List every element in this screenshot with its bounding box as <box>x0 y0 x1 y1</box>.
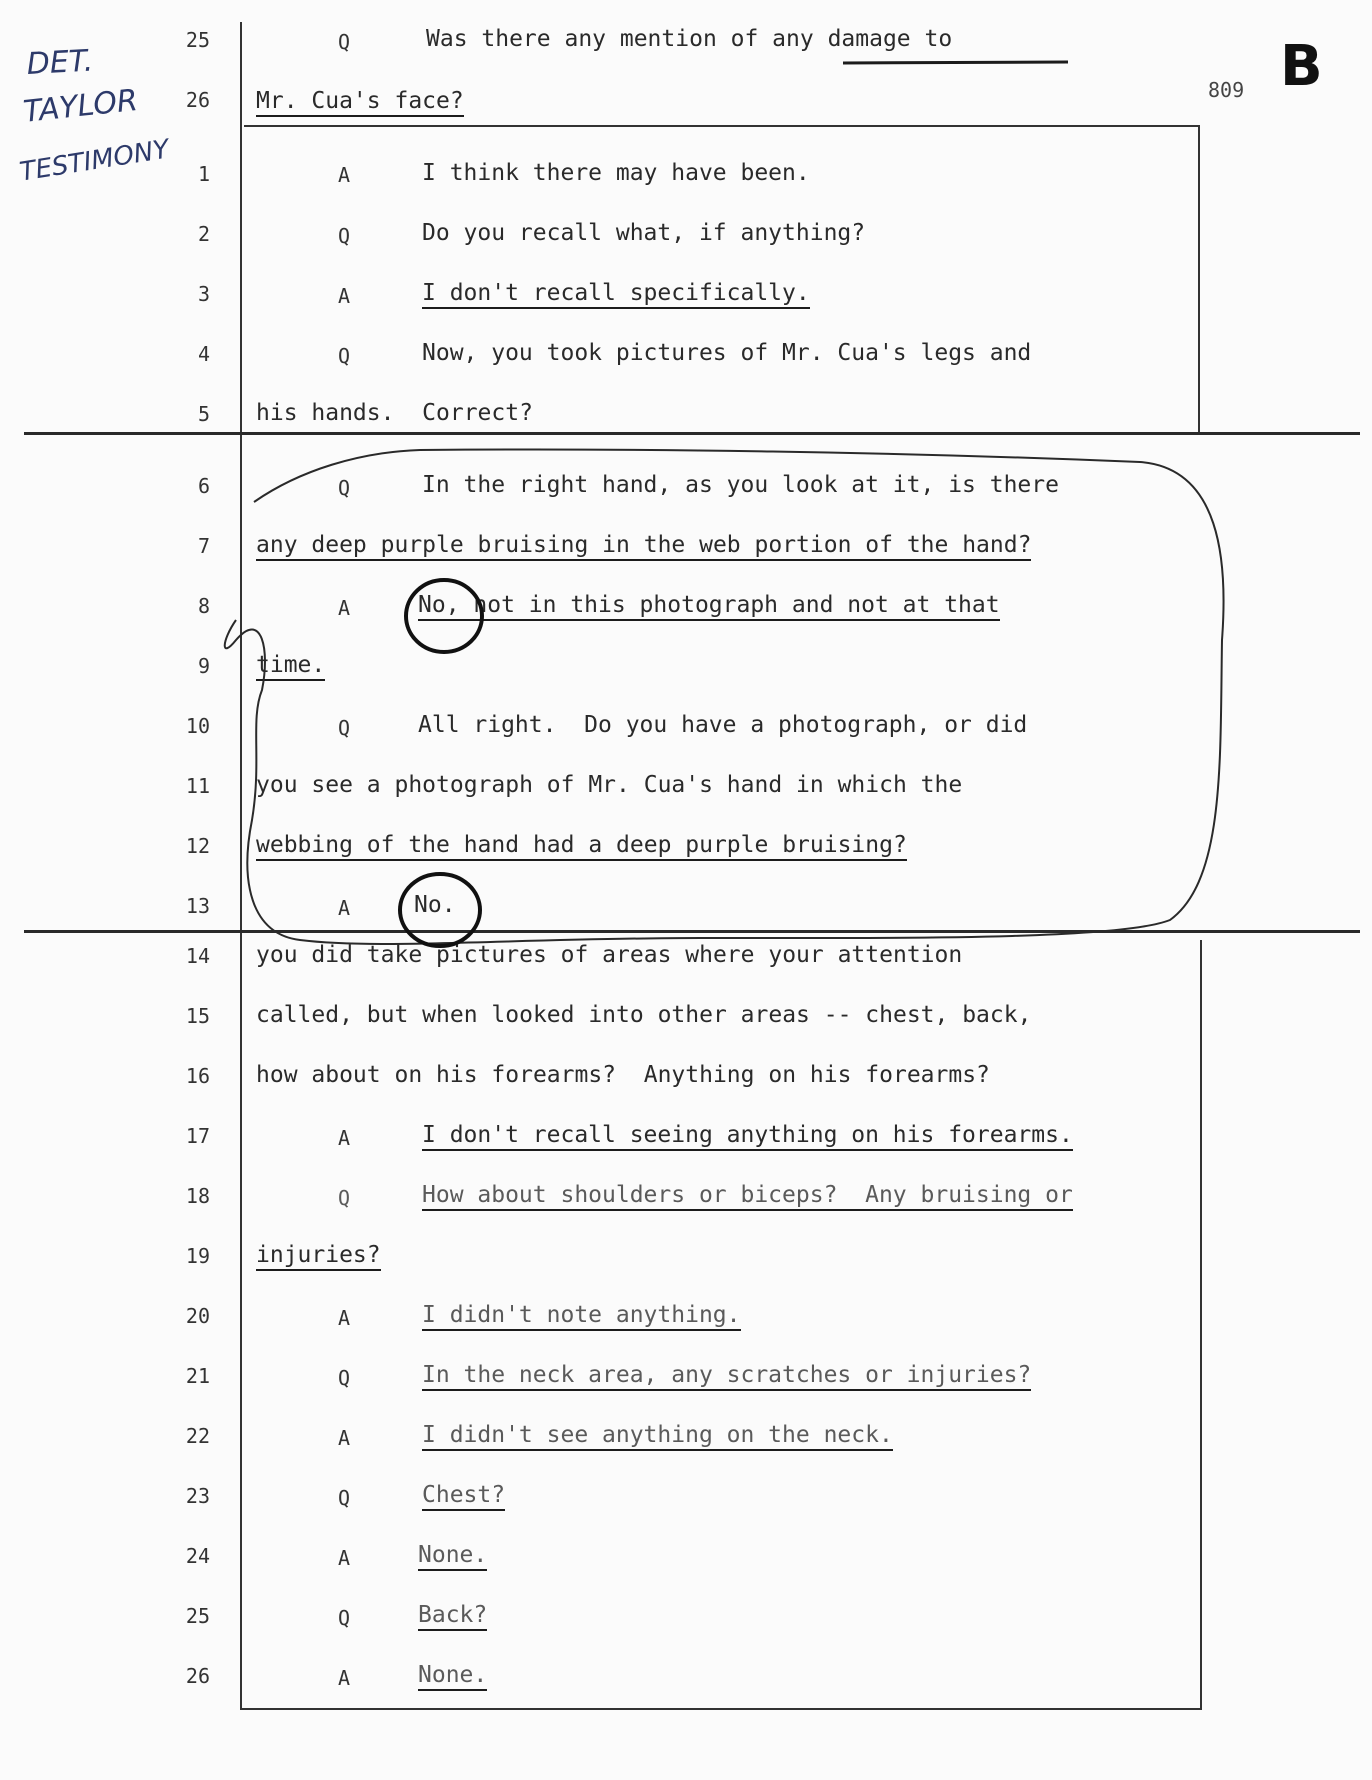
speaker-label: A <box>338 284 351 308</box>
speaker-label: Q <box>338 224 351 248</box>
line-number: 17 <box>185 1124 210 1148</box>
transcript-line: Was there any mention of any damage to <box>426 26 953 52</box>
line-number: 5 <box>197 402 210 426</box>
transcript-line: Mr. Cua's face? <box>256 88 464 114</box>
handwritten-note-line-2: TAYLOR <box>21 83 140 130</box>
line-number: 11 <box>185 774 210 798</box>
transcript-line: how about on his forearms? Anything on his forearms? <box>256 1062 990 1088</box>
transcript-line: his hands. Correct? <box>256 400 533 426</box>
transcript-line: called, but when looked into other areas -- chest, back, <box>256 1002 1032 1028</box>
line-number: 24 <box>185 1544 210 1568</box>
speaker-label: A <box>338 896 351 920</box>
transcript-line: How about shoulders or biceps? Any bruising or <box>422 1182 1073 1208</box>
transcript-line: I didn't see anything on the neck. <box>422 1422 893 1448</box>
line-number: 22 <box>185 1424 210 1448</box>
line-number: 10 <box>185 714 210 738</box>
transcript-line: In the right hand, as you look at it, is there <box>422 472 1059 498</box>
transcript-line: time. <box>256 652 325 678</box>
line-number: 23 <box>185 1484 210 1508</box>
speaker-label: A <box>338 1666 351 1690</box>
line-number: 26 <box>185 1664 210 1688</box>
speaker-label: Q <box>338 1486 351 1510</box>
transcript-line: injuries? <box>256 1242 381 1268</box>
speaker-label: Q <box>338 30 351 54</box>
speaker-label: A <box>338 596 351 620</box>
line-number: 1 <box>197 162 210 186</box>
transcript-line: Back? <box>418 1602 487 1628</box>
line-number: 13 <box>185 894 210 918</box>
transcript-line: Now, you took pictures of Mr. Cua's legs and <box>422 340 1032 366</box>
transcript-line: I think there may have been. <box>422 160 810 186</box>
speaker-label: Q <box>338 476 351 500</box>
transcript-line: None. <box>418 1542 487 1568</box>
line-number: 4 <box>197 342 210 366</box>
circle-no-line-8 <box>406 580 482 652</box>
transcript-line: None. <box>418 1662 487 1688</box>
speaker-label: Q <box>338 716 351 740</box>
underline-damage <box>843 62 1068 63</box>
transcript-line: I don't recall seeing anything on his forearms. <box>422 1122 1073 1148</box>
speaker-label: Q <box>338 1606 351 1630</box>
transcript-line: No, not in this photograph and not at that <box>418 592 1000 618</box>
line-number: 15 <box>185 1004 210 1028</box>
speaker-label: Q <box>338 1186 351 1210</box>
transcript-line: any deep purple bruising in the web portion of the hand? <box>256 532 1031 558</box>
transcript-line: All right. Do you have a photograph, or did <box>418 712 1028 738</box>
line-number: 9 <box>197 654 210 678</box>
transcript-line: I didn't note anything. <box>422 1302 741 1328</box>
line-number: 25 <box>185 28 210 52</box>
speaker-label: Q <box>338 1366 351 1390</box>
transcript-line: webbing of the hand had a deep purple bruising? <box>256 832 907 858</box>
handwritten-note-line-3: TESTIMONY <box>17 134 172 188</box>
handwritten-note-line-1: DET. <box>25 43 94 82</box>
transcript-line: I don't recall specifically. <box>422 280 810 306</box>
line-number: 18 <box>185 1184 210 1208</box>
speaker-label: A <box>338 1426 351 1450</box>
transcript-line: you see a photograph of Mr. Cua's hand in which the <box>256 772 963 798</box>
line-number: 25 <box>185 1604 210 1628</box>
line-number: 26 <box>185 88 210 112</box>
line-number: 3 <box>197 282 210 306</box>
transcript-line: Do you recall what, if anything? <box>422 220 866 246</box>
speaker-label: Q <box>338 344 351 368</box>
transcript-line: No. <box>414 892 456 918</box>
line-number: 16 <box>185 1064 210 1088</box>
speaker-label: A <box>338 1546 351 1570</box>
exhibit-mark: B <box>1280 34 1323 99</box>
transcript-line: you did take pictures of areas where your attention <box>256 942 963 968</box>
line-number: 12 <box>185 834 210 858</box>
line-number: 8 <box>197 594 210 618</box>
transcript-line: In the neck area, any scratches or injuries? <box>422 1362 1031 1388</box>
page-number: 809 <box>1208 78 1245 102</box>
speaker-label: A <box>338 1306 351 1330</box>
line-number: 7 <box>197 534 210 558</box>
speaker-label: A <box>338 1126 351 1150</box>
line-number: 6 <box>197 474 210 498</box>
line-number: 21 <box>185 1364 210 1388</box>
transcript-line: Chest? <box>422 1482 505 1508</box>
line-number: 2 <box>197 222 210 246</box>
line-number: 20 <box>185 1304 210 1328</box>
circle-no-line-13 <box>400 874 480 946</box>
line-number: 14 <box>185 944 210 968</box>
bracket-loop <box>225 450 1224 944</box>
line-number: 19 <box>185 1244 210 1268</box>
speaker-label: A <box>338 163 351 187</box>
